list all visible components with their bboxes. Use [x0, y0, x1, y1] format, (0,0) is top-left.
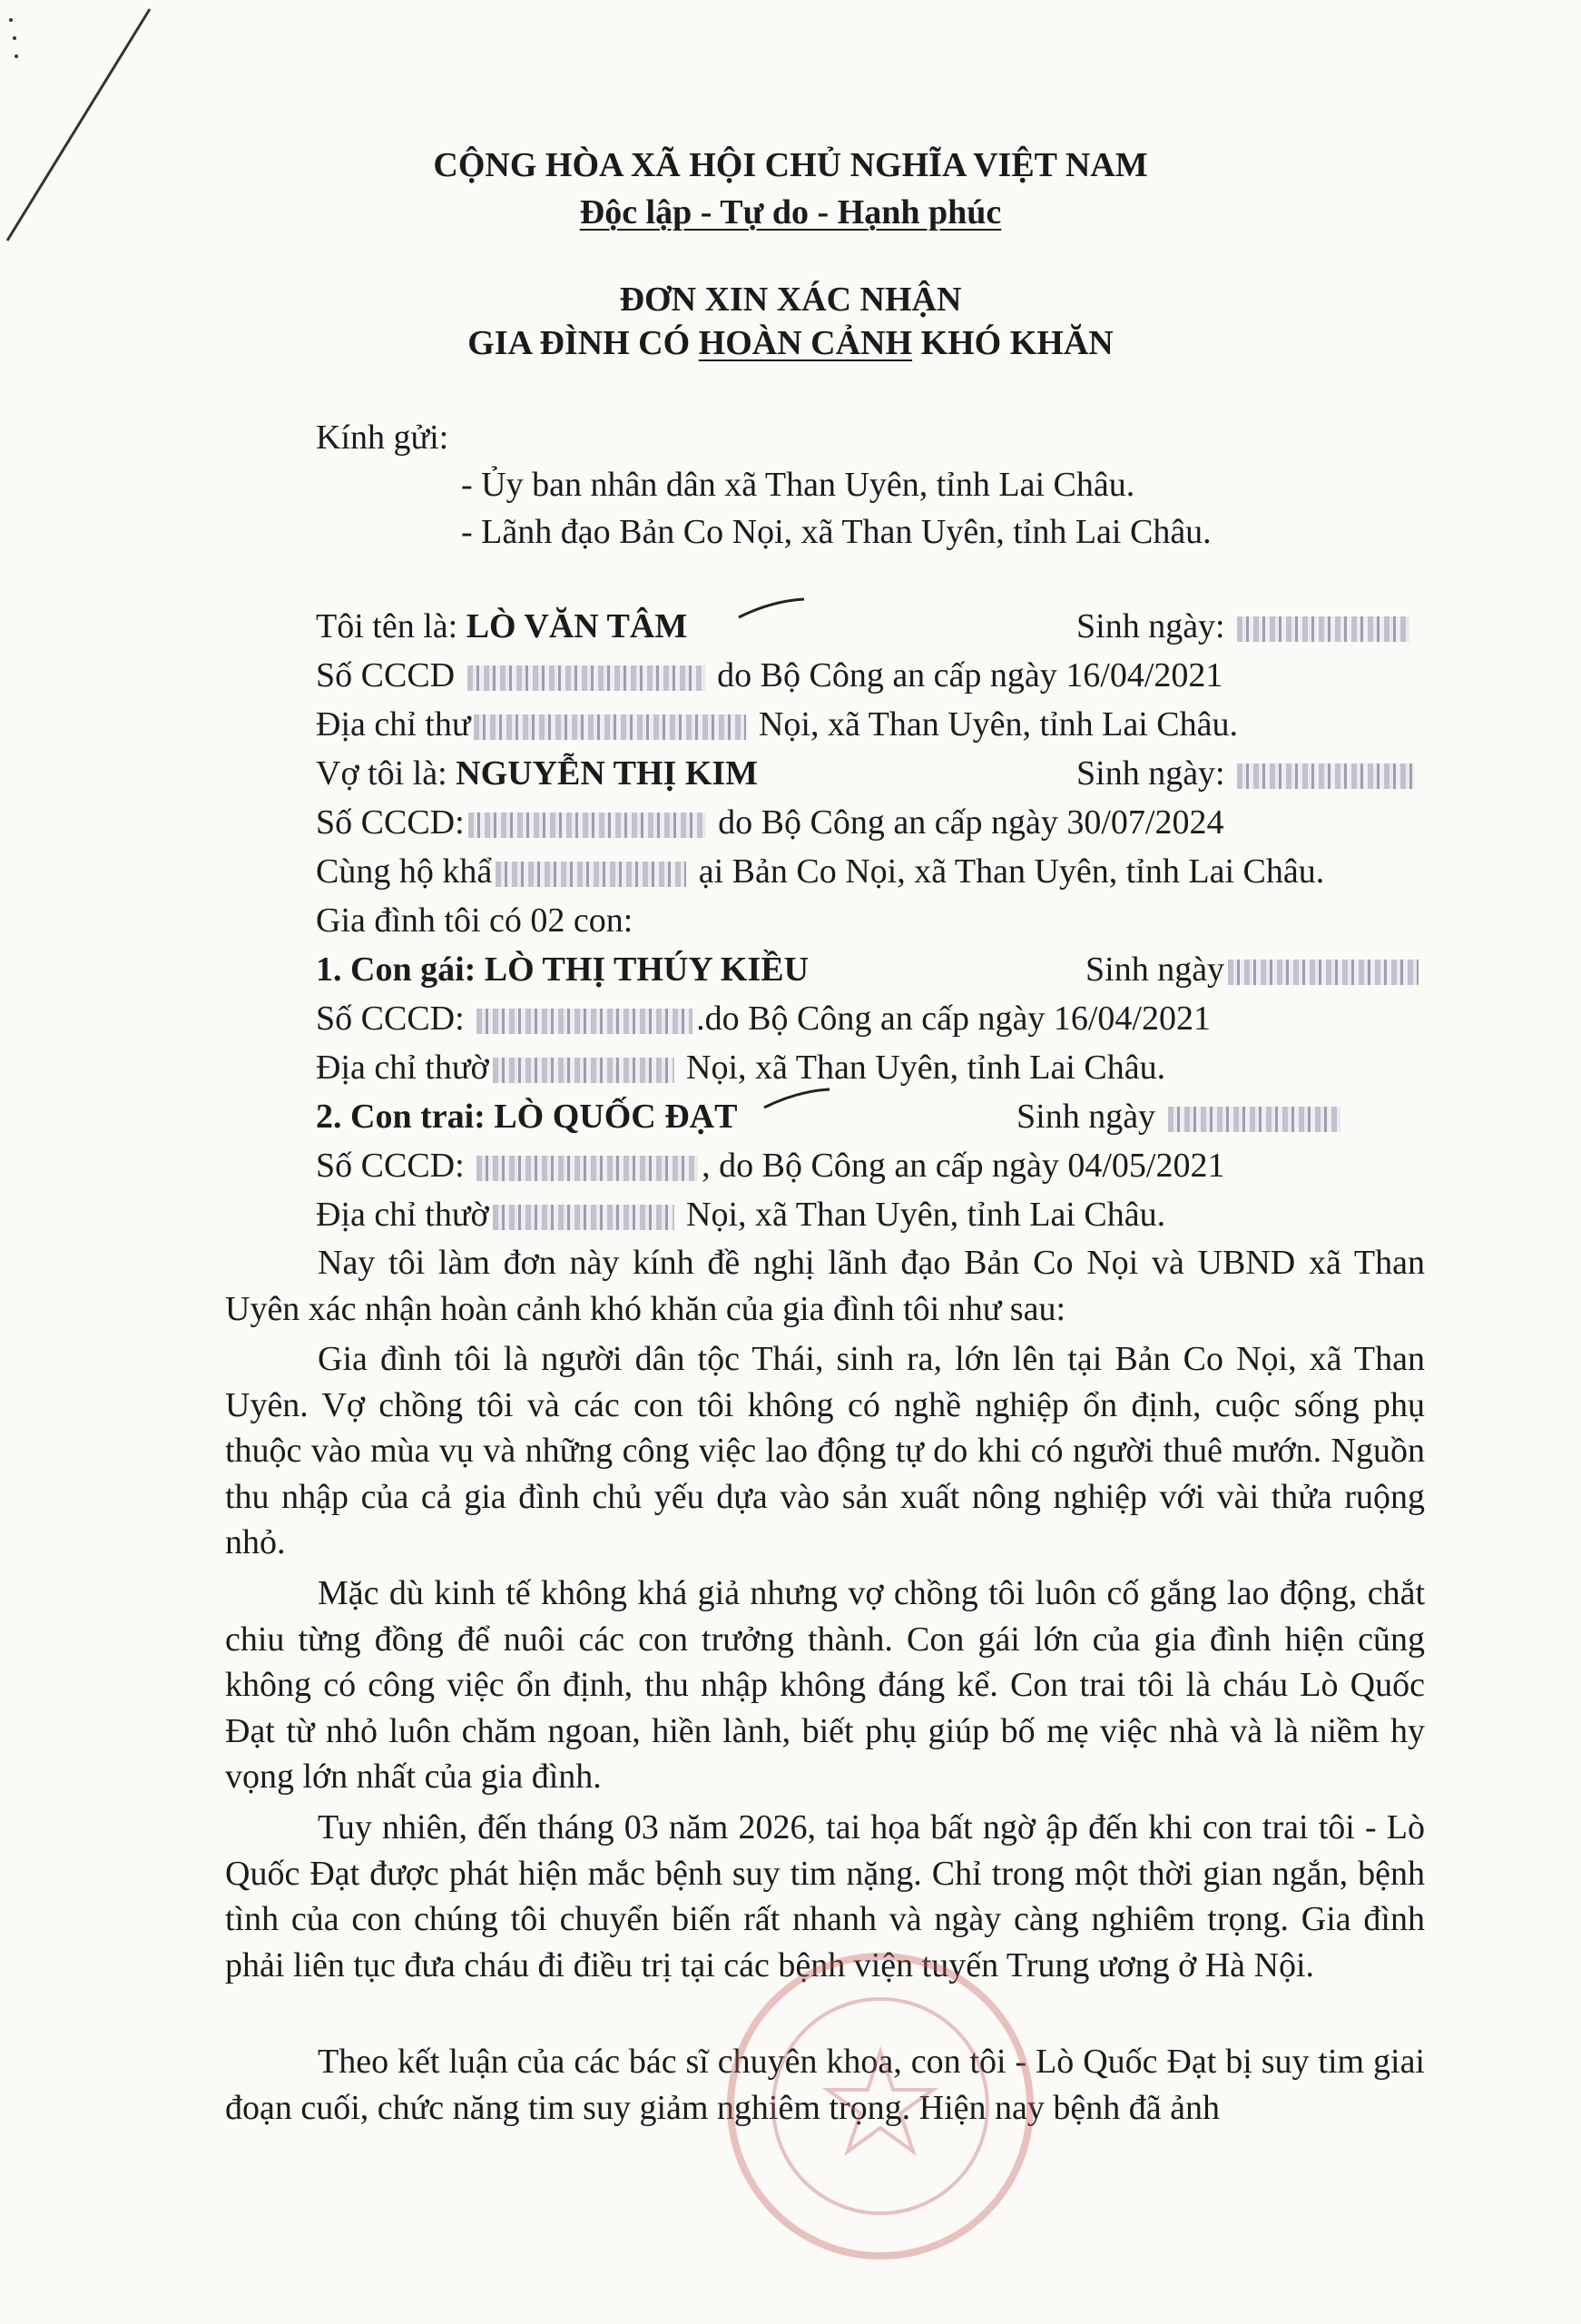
person2-name-row [316, 753, 758, 793]
person1-name-label: Tôi tên là: [316, 607, 466, 645]
child1-name: LÒ THỊ THÚY KIỀU [484, 950, 810, 989]
recipient-item-1: - Ủy ban nhân dân xã Than Uyên, tỉnh Lai Châu. [461, 466, 1135, 504]
person1-dob-row [1076, 606, 1413, 646]
body-paragraph-2: Gia đình tôi là người dân tộc Thái, sinh ra, lớn lên tại Bản Co Nọi, xã Than Uyên. Vợ chồng tôi và các con tôi không có nghề nghiệp ổn định, cuộc sống phụ thuộc vào mùa vụ và những công việc lao động tự do khi có người thuê mướn. Nguồn thu nhập của cả gia đình chủ yếu dựa vào sản xuất nông nghiệp với vài thửa ruộng nhỏ. [225, 1340, 1425, 1561]
recipient-item-2: - Lãnh đạo Bản Co Nọi, xã Than Uyên, tỉnh Lai Châu. [461, 513, 1212, 551]
redacted-dob [1237, 616, 1409, 642]
body-paragraph-1: Nay tôi làm đơn này kính đề nghị lãnh đạo Bản Co Nọi và UBND xã Than Uyên xác nhận hoàn cảnh khó khăn của gia đình tôi như sau: [225, 1244, 1425, 1328]
child2-address-pre: Địa chỉ thườ [316, 1196, 489, 1234]
person1-id-row [316, 655, 1223, 695]
motto-text: Độc lập - Tự do - Hạnh phúc [579, 193, 1002, 231]
redacted-dob [1237, 763, 1415, 789]
child1-id-label: Số CCCD: [316, 1000, 474, 1038]
person2-name-label: Vợ tôi là: [316, 754, 457, 793]
child2-name-row [316, 1097, 737, 1137]
person2-dob-row [1076, 753, 1419, 793]
title-line-1: ĐƠN XIN XÁC NHẬN [619, 281, 962, 319]
child1-address-pre: Địa chỉ thườ [316, 1049, 489, 1087]
child1-id-issue: .do Bộ Công an cấp ngày 16/04/2021 [696, 1000, 1211, 1038]
redacted-address [493, 1058, 674, 1083]
person1-name-row [316, 606, 687, 646]
child2-dob-row [1016, 1097, 1344, 1137]
body-paragraph-3: Mặc dù kinh tế không khá giả nhưng vợ chồng tôi luôn cố gắng lao động, chắt chiu từng đồng để nuôi các con trưởng thành. Con gái lớn của gia đình hiện cũng không có công việc ổn định, thu nhập không đáng kể. Con trai tôi là cháu Lò Quốc Đạt từ nhỏ luôn chăm ngoan, hiền lành, biết phụ giúp bố mẹ việc nhà và là niềm hy vọng lớn nhất của gia đình. [225, 1574, 1425, 1796]
child1-label: 1. Con gái: [316, 950, 485, 989]
children-intro: Gia đình tôi có 02 con: [316, 901, 633, 940]
child2-name: LÒ QUỐC ĐẠT [494, 1098, 738, 1136]
person2-address-row [316, 852, 1324, 891]
redacted-id [476, 1156, 698, 1181]
child1-dob-row [1085, 950, 1422, 990]
child2-address-post: Nọi, xã Than Uyên, tỉnh Lai Châu. [686, 1196, 1166, 1234]
redacted-address [493, 1205, 674, 1230]
person2-id-issue: do Bộ Công an cấp ngày 30/07/2024 [718, 803, 1224, 842]
motto [0, 192, 1581, 232]
nation-header: CỘNG HÒA XÃ HỘI CHỦ NGHĨA VIỆT NAM [433, 146, 1148, 184]
child2-id-row [316, 1146, 1224, 1186]
person2-id-label: Số CCCD: [316, 803, 465, 842]
tick-mark [735, 596, 808, 623]
person2-address-pre: Cùng hộ khẩ [316, 852, 493, 891]
title-line-2 [0, 323, 1581, 363]
person2-name: NGUYỄN THỊ KIM [456, 754, 759, 793]
official-stamp-icon [717, 1943, 1044, 2270]
body-paragraph-5: Theo kết luận của các bác sĩ chuyên khoa, con tôi - Lò Quốc Đạt bị suy tim giai đoạn cuối, chức năng tim suy giảm nghiêm trọng. Hiện nay bệnh đã ảnh [225, 2043, 1425, 2127]
redacted-address [474, 714, 746, 740]
person1-id-label: Số CCCD [316, 656, 464, 694]
child1-address-row [316, 1048, 1165, 1088]
person2-dob-label: Sinh ngày: [1076, 754, 1234, 793]
child1-name-row [316, 950, 809, 990]
recipient-label: Kính gửi: [316, 419, 449, 457]
child2-id-issue: , do Bộ Công an cấp ngày 04/05/2021 [702, 1147, 1225, 1185]
title-line-2-post: KHÓ KHĂN [912, 324, 1114, 362]
child1-id-row [316, 999, 1211, 1039]
child2-address-row [316, 1195, 1165, 1235]
person2-id-row [316, 803, 1223, 842]
redacted-id [468, 812, 706, 838]
body-paragraph-4: Tuy nhiên, đến tháng 03 năm 2026, tai họa bất ngờ ập đến khi con trai tôi - Lò Quốc Đạt được phát hiện mắc bệnh suy tim nặng. Chỉ trong một thời gian ngắn, bệnh tình của con chúng tôi chuyển biến rất nhanh và ngày càng nghiêm trọng. Gia đình phải liên tục đưa cháu đi điều trị tại các bệnh viện tuyến Trung ương ở Hà Nội. [225, 1808, 1425, 1984]
redacted-id [467, 665, 705, 691]
title-line-2-underlined: HOÀN CẢNH [698, 324, 913, 362]
redacted-dob [1228, 960, 1419, 985]
person1-address-post: Nọi, xã Than Uyên, tỉnh Lai Châu. [758, 705, 1238, 743]
person1-address-pre: Địa chỉ thư [316, 705, 471, 743]
person1-id-issue: do Bộ Công an cấp ngày 16/04/2021 [717, 656, 1223, 694]
child2-label: 2. Con trai: [316, 1098, 495, 1136]
child2-id-label: Số CCCD: [316, 1147, 474, 1185]
person1-dob-label: Sinh ngày: [1076, 607, 1234, 645]
title-line-2-pre: GIA ĐÌNH CÓ [467, 324, 699, 362]
redacted-address [496, 862, 686, 887]
person1-name: LÒ VĂN TÂM [466, 607, 688, 645]
tick-mark [761, 1086, 833, 1113]
person2-address-post: ại Bản Co Nọi, xã Than Uyên, tỉnh Lai Châu. [698, 852, 1325, 891]
redacted-dob [1168, 1107, 1340, 1132]
person1-address-row [316, 704, 1238, 744]
child1-dob-label: Sinh ngày [1085, 950, 1225, 989]
redacted-id [476, 1009, 692, 1034]
child1-address-post: Nọi, xã Than Uyên, tỉnh Lai Châu. [686, 1049, 1166, 1087]
child2-dob-label: Sinh ngày [1016, 1098, 1164, 1136]
